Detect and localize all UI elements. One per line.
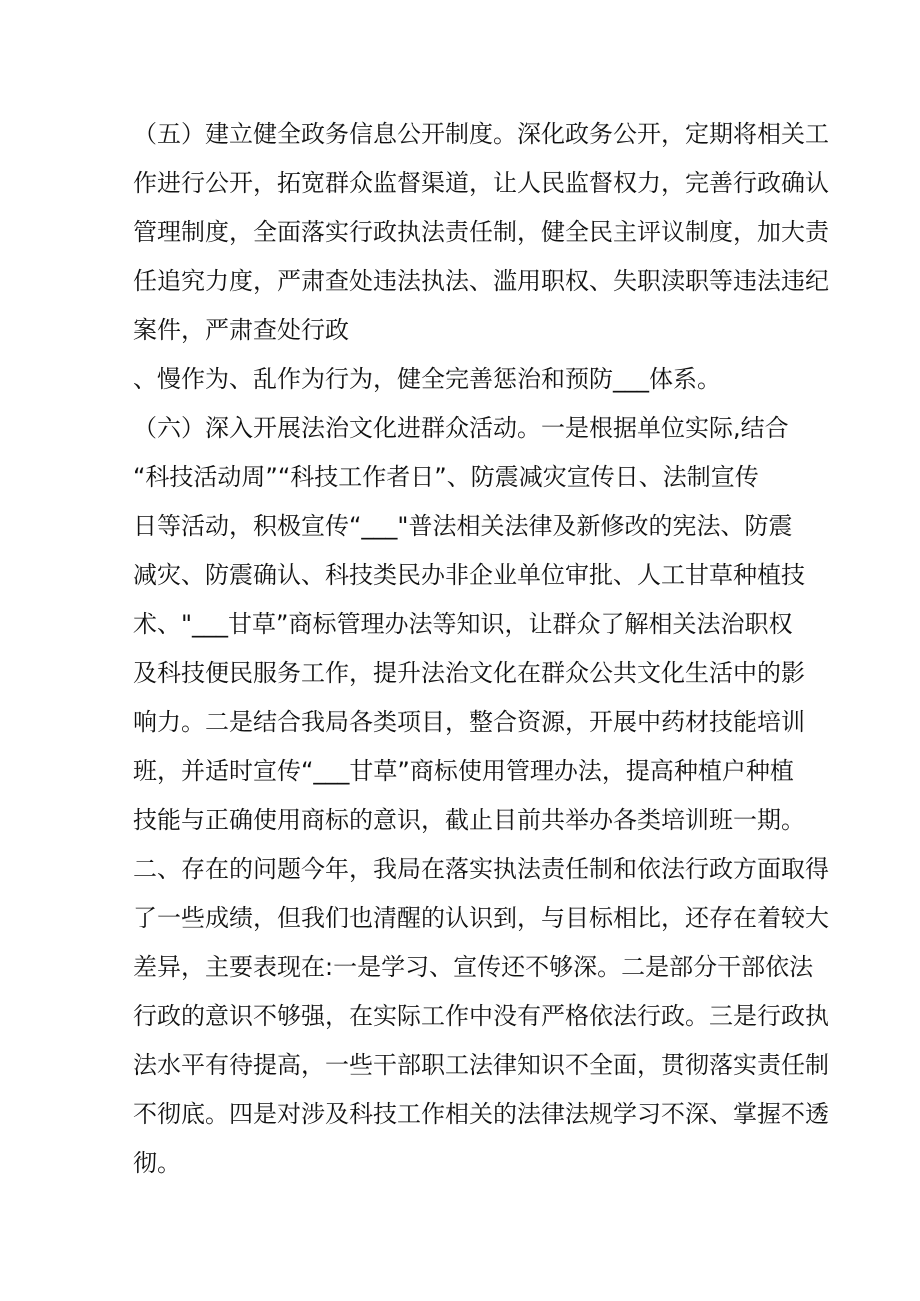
text-line: 管理制度，全面落实行政执法责任制，健全民主评议制度，加大责 xyxy=(133,218,829,246)
text-line: 了一些成绩，但我们也清醒的认识到，与目标相比，还存在着较大 xyxy=(133,904,829,932)
text-line: “科技活动周”“科技工作者日”、防震减灾宣传日、法制宣传 xyxy=(133,463,759,491)
text-line: 不彻底。四是对涉及科技工作相关的法律法规学习不深、掌握不透 xyxy=(133,1100,829,1128)
text-line: （六）深入开展法治文化进群众活动。一是根据单位实际,结合 xyxy=(133,414,789,442)
text-line: 作进行公开，拓宽群众监督渠道，让人民监督权力，完善行政确认 xyxy=(133,169,829,197)
text-line: 法水平有待提高，一些干部职工法律知识不全面，贯彻落实责任制 xyxy=(133,1051,829,1079)
text-line: 技能与正确使用商标的意识，截止目前共举办各类培训班一期。 xyxy=(133,806,805,834)
text-line: 班，并适时宣传“___甘草”商标使用管理办法，提高种植户种植 xyxy=(133,757,794,785)
text-line: 减灾、防震确认、科技类民办非企业单位审批、人工甘草种植技 xyxy=(133,561,805,589)
text-line: 术、"___甘草”商标管理办法等知识，让群众了解相关法治职权 xyxy=(133,610,793,638)
text-line: 日等活动，积极宣传“___"普法相关法律及新修改的宪法、防震 xyxy=(133,512,793,540)
text-line: （五）建立健全政务信息公开制度。深化政务公开，定期将相关工 xyxy=(133,120,829,148)
text-line: 二、存在的问题今年，我局在落实执法责任制和依法行政方面取得 xyxy=(133,855,829,883)
text-line: 行政的意识不够强，在实际工作中没有严格依法行政。三是行政执 xyxy=(133,1002,829,1030)
text-line: 案件，严肃查处行政 xyxy=(133,316,349,344)
text-line: 差异，主要表现在:一是学习、宣传还不够深。二是部分干部依法 xyxy=(133,953,814,981)
text-line: 及科技便民服务工作，提升法治文化在群众公共文化生活中的影 xyxy=(133,659,805,687)
document-body xyxy=(133,110,829,1188)
text-line: 响力。二是结合我局各类项目，整合资源，开展中药材技能培训 xyxy=(133,708,805,736)
text-line: 任追究力度，严肃查处违法执法、滥用职权、失职渎职等违法违纪 xyxy=(133,267,829,295)
text-line: 彻。 xyxy=(133,1149,181,1177)
text-line: 、慢作为、乱作为行为，健全完善惩治和预防___体系。 xyxy=(133,365,721,393)
